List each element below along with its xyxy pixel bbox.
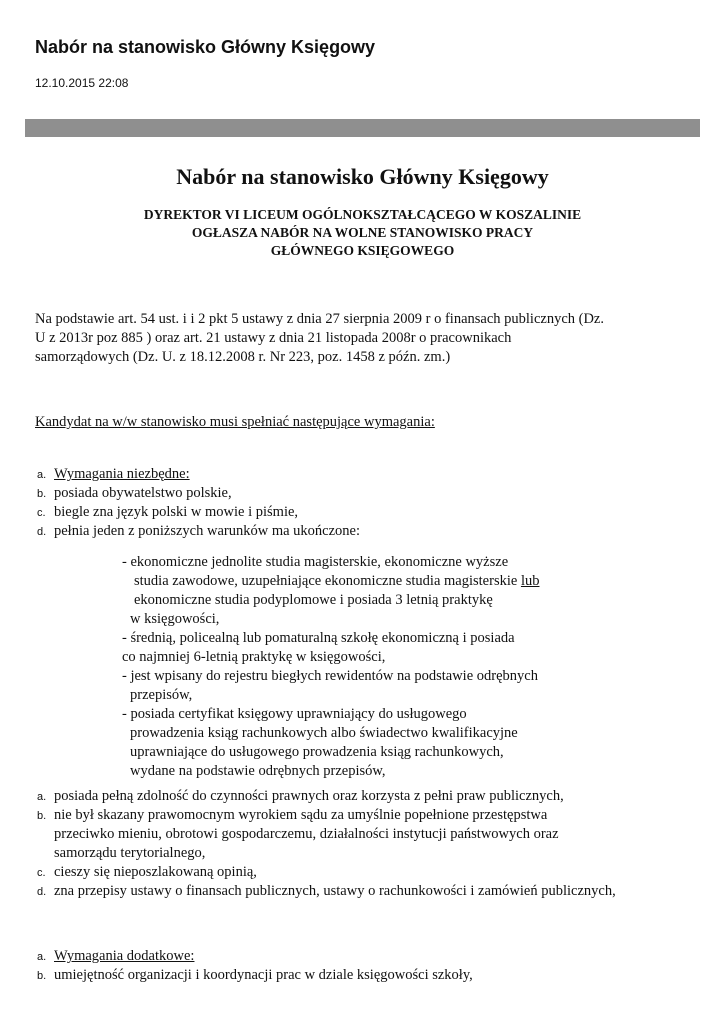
list-item-text: umiejętność organizacji i koordynacji prac w dziale księgowości szkoły, — [54, 967, 473, 983]
list-item-text: Wymagania niezbędne: — [54, 466, 190, 482]
list-marker: c. — [37, 507, 46, 519]
announcement — [0, 206, 725, 260]
list-marker: b. — [37, 970, 47, 982]
candidate-intro: Kandydat na w/w stanowisko musi spełniać następujące wymagania: — [35, 414, 435, 430]
list-marker: d. — [37, 886, 47, 898]
list-item-text: posiada pełną zdolność do czynności prawnych oraz korzysta z pełni praw publicznych, — [54, 788, 564, 804]
divider-bar — [25, 119, 700, 137]
list-item-text: samorządu terytorialnego, — [54, 845, 206, 861]
list-marker: c. — [37, 867, 46, 879]
sublist-line: przepisów, — [130, 687, 193, 703]
sublist-line: prowadzenia ksiąg rachunkowych albo świadectwo kwalifikacyjne — [130, 725, 518, 741]
document-title: Nabór na stanowisko Główny Księgowy — [176, 164, 549, 189]
sublist-line: wydane na podstawie odrębnych przepisów, — [130, 763, 386, 779]
sublist-line: w księgowości, — [130, 611, 220, 627]
sublist-line: - średnią, policealną lub pomaturalną szkołę ekonomiczną i posiada — [122, 630, 515, 646]
list-item-text: cieszy się nieposzlakowaną opinią, — [54, 864, 257, 880]
sublist-line: co najmniej 6-letnią praktykę w księgowości, — [122, 649, 386, 665]
publish-date: 12.10.2015 22:08 — [35, 76, 129, 90]
list-item — [0, 465, 725, 484]
legal-basis-line: Na podstawie art. 54 ust. i i 2 pkt 5 ustawy z dnia 27 sierpnia 2009 r o finansach publicznych (Dz. — [35, 311, 604, 327]
list-item-text: zna przepisy ustawy o finansach publicznych, ustawy o rachunkowości i zamówień publicznych, — [54, 883, 616, 899]
list-item-continuation — [0, 844, 725, 863]
announcement-line: DYREKTOR VI LICEUM OGÓLNOKSZTAŁCĄCEGO W KOSZALINIE — [143, 207, 582, 222]
legal-basis-line: samorządowych (Dz. U. z 18.12.2008 r. Nr 223, poz. 1458 z późn. zm.) — [35, 349, 451, 365]
additional-requirements-list — [0, 947, 725, 985]
sublist-underlined-word: lub — [520, 573, 540, 589]
announcement-line: OGŁASZA NABÓR NA WOLNE STANOWISKO PRACY — [191, 225, 534, 240]
page-title: Nabór na stanowisko Główny Księgowy — [35, 37, 376, 57]
list-item-text: przeciwko mieniu, obrotowi gospodarczemu, działalności instytucji państwowych oraz — [54, 826, 559, 842]
list-marker: a. — [37, 469, 47, 481]
announcement-line: GŁÓWNEGO KSIĘGOWEGO — [270, 243, 455, 258]
list-item-text: biegle zna język polski w mowie i piśmie, — [54, 504, 299, 520]
conditions-list — [0, 787, 725, 901]
sublist-line: uprawniające do usługowego prowadzenia ksiąg rachunkowych, — [130, 744, 504, 760]
sublist-line: - jest wpisany do rejestru biegłych rewidentów na podstawie odrębnych — [122, 668, 538, 684]
sublist-line — [134, 572, 539, 591]
list-marker: b. — [37, 810, 47, 822]
list-item — [0, 522, 725, 541]
sublist-line: ekonomiczne studia podyplomowe i posiada 3 letnią praktykę — [134, 592, 493, 608]
list-item-text: Wymagania dodatkowe: — [54, 948, 195, 964]
list-marker: b. — [37, 488, 47, 500]
legal-basis-line: U z 2013r poz 885 ) oraz art. 21 ustawy z dnia 21 listopada 2008r o pracownikach — [35, 330, 512, 346]
list-item — [0, 806, 725, 825]
list-marker: a. — [37, 951, 47, 963]
list-item-text: posiada obywatelstwo polskie, — [54, 485, 232, 501]
list-item-text: nie był skazany prawomocnym wyrokiem sądu za umyślnie popełnione przestępstwa — [54, 807, 548, 823]
sublist-line: - ekonomiczne jednolite studia magisterskie, ekonomiczne wyższe — [122, 554, 509, 570]
list-item — [0, 863, 725, 882]
list-item — [0, 966, 725, 985]
list-item — [0, 882, 725, 901]
legal-basis — [35, 310, 705, 367]
requirements-list — [0, 465, 725, 541]
list-item-text: pełnia jeden z poniższych warunków ma ukończone: — [54, 523, 361, 539]
list-item — [0, 503, 725, 522]
list-item — [0, 947, 725, 966]
sublist-text: studia zawodowe, uzupełniające ekonomiczne studia magisterskie — [134, 573, 521, 589]
list-marker: a. — [37, 791, 47, 803]
sublist-line: - posiada certyfikat księgowy uprawniający do usługowego — [122, 706, 467, 722]
list-item — [0, 787, 725, 806]
list-item-continuation — [0, 825, 725, 844]
list-item — [0, 484, 725, 503]
list-marker: d. — [37, 526, 47, 538]
